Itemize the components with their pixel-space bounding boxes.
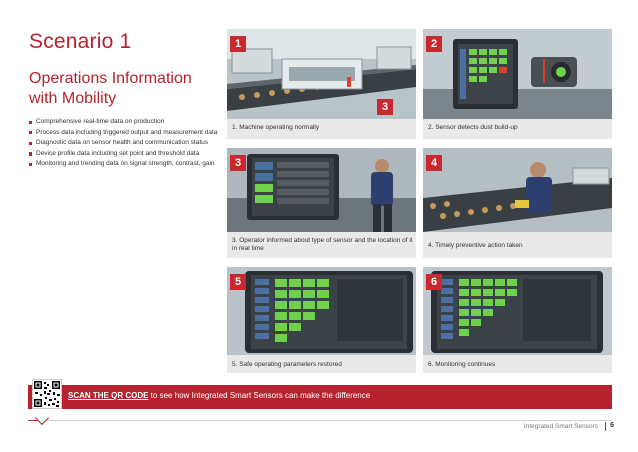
- section-title: Operations Information with Mobility: [29, 70, 192, 107]
- scenario-panel-2: [423, 29, 612, 139]
- scan-qr-link[interactable]: SCAN THE QR CODE: [68, 391, 149, 400]
- tablet-monitoring-image: [423, 267, 612, 355]
- bullet-item: Process data including triggered output and measurement data: [29, 129, 219, 137]
- operator-tablet-image: [227, 148, 416, 232]
- step-badge: 5: [230, 274, 246, 290]
- scenario-panel-6: [423, 267, 612, 373]
- bullet-item: Diagnostic data on sensor health and communication status: [29, 139, 219, 147]
- qr-code[interactable]: [32, 379, 62, 409]
- bullet-list: [29, 118, 219, 171]
- footer-label: Integrated Smart Sensors: [523, 423, 598, 430]
- scenario-panel-1: [227, 29, 416, 139]
- panel-caption: 4. Timely preventive action taken: [428, 242, 523, 249]
- panel-caption: 2. Sensor detects dust build-up: [428, 124, 518, 131]
- scenario-panel-4: [423, 148, 612, 258]
- step-badge: 1: [230, 36, 246, 52]
- scenario-title: Scenario 1: [29, 30, 132, 53]
- step-badge: 2: [426, 36, 442, 52]
- panel-caption: 6. Monitoring continues: [428, 361, 496, 368]
- banner-description: to see how Integrated Smart Sensors can make the difference: [148, 391, 371, 400]
- sensor-tablet-image: [423, 29, 612, 119]
- bullet-item: Device profile data including set point and threshold data: [29, 150, 219, 158]
- scenario-panel-5: [227, 267, 416, 373]
- step-badge: 4: [426, 155, 442, 171]
- footer-divider: [41, 420, 612, 421]
- qr-banner: [28, 385, 612, 409]
- scenario-panel-3: [227, 148, 416, 258]
- banner-text: [68, 391, 370, 400]
- page-number: 6: [610, 422, 614, 429]
- page-separator: [605, 422, 606, 431]
- panel-caption: 3. Operator informed about type of sensor and the location of it in real time: [232, 237, 413, 252]
- step-badge: 3: [230, 155, 246, 171]
- bullet-item: Comprehensive real-time data on production: [29, 118, 219, 126]
- tablet-parameters-image: [227, 267, 416, 355]
- step-badge: 3: [377, 99, 393, 115]
- panel-caption: 5. Safe operating parameters restored: [232, 361, 342, 368]
- step-badge: 6: [426, 274, 442, 290]
- panel-caption: 1. Machine operating normally: [232, 124, 320, 131]
- footer-notch: [35, 411, 49, 425]
- maintenance-action-image: [423, 148, 612, 232]
- bullet-item: Monitoring and trending data on signal strength, contrast, gain: [29, 160, 219, 168]
